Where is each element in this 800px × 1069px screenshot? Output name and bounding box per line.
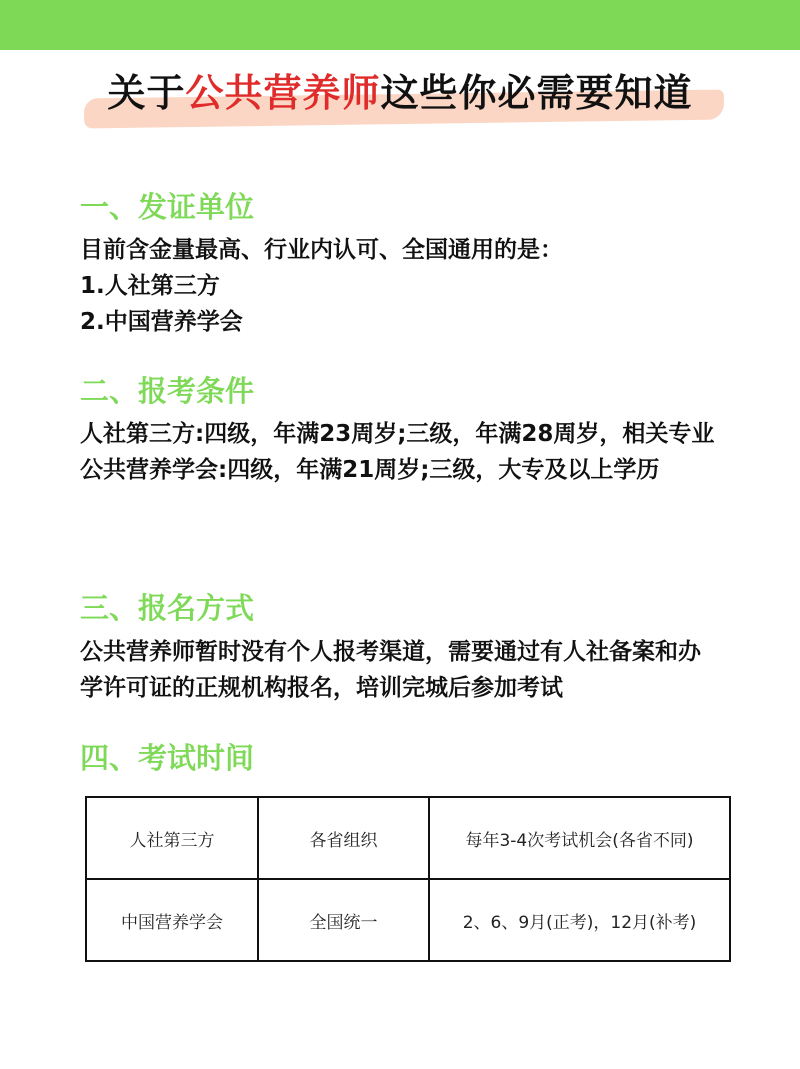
title-prefix: 关于 xyxy=(107,71,186,115)
title-accent: 公共营养师 xyxy=(185,71,381,115)
title-block xyxy=(0,62,800,132)
exam-time-table xyxy=(85,796,731,962)
section-body-issuer xyxy=(80,232,720,340)
section-body-requirements xyxy=(80,416,720,488)
table-cell-organization: 中国营养学会 xyxy=(86,879,258,961)
section-heading-requirements: 二、报考条件 xyxy=(80,374,255,408)
registration-line: 公共营养师暂时没有个人报考渠道，需要通过有人社备案和办学许可证的正规机构报名，培训完城后参加考试 xyxy=(80,639,701,701)
requirement-line-1: 人社第三方:四级，年满23周岁;三级，年满28周岁，相关专业 xyxy=(80,421,715,447)
table-cell-schedule: 每年3-4次考试机会(各省不同) xyxy=(429,797,730,879)
table-cell-organizer: 全国统一 xyxy=(258,879,429,961)
section-heading-registration: 三、报名方式 xyxy=(80,591,255,625)
top-color-bar xyxy=(0,0,800,50)
table-cell-organization: 人社第三方 xyxy=(86,797,258,879)
title-suffix: 这些你必需要知道 xyxy=(380,71,693,115)
table-row xyxy=(86,797,730,879)
page-title xyxy=(0,68,800,118)
table-row xyxy=(86,879,730,961)
table-cell-schedule: 2、6、9月(正考)，12月(补考) xyxy=(429,879,730,961)
requirement-line-2: 公共营养学会:四级，年满21周岁;三级，大专及以上学历 xyxy=(80,457,660,483)
issuer-intro-line: 目前含金量最高、行业内认可、全国通用的是： xyxy=(80,237,563,263)
section-heading-exam-time: 四、考试时间 xyxy=(80,741,255,775)
section-body-registration xyxy=(80,634,720,706)
issuer-item-1: 1.人社第三方 xyxy=(80,273,220,299)
table-cell-organizer: 各省组织 xyxy=(258,797,429,879)
issuer-item-2: 2.中国营养学会 xyxy=(80,309,243,335)
section-heading-issuer: 一、发证单位 xyxy=(80,190,255,224)
